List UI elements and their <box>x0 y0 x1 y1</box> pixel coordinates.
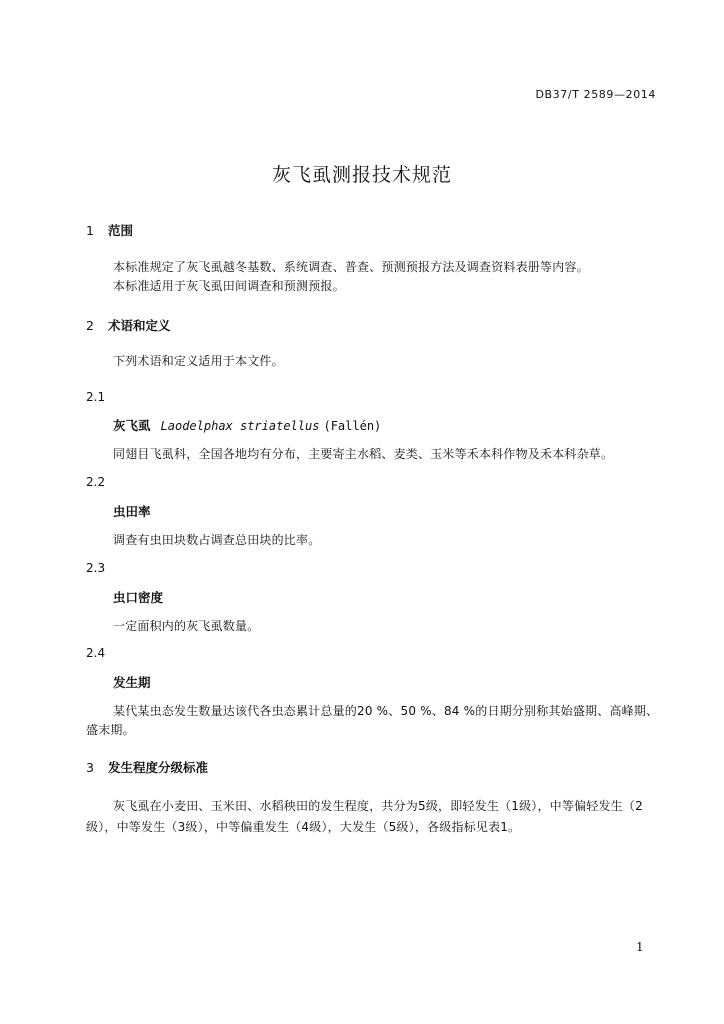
scope-paragraph-1: 本标准规定了灰飞虱越冬基数、系统调查、普查、预测预报方法及调查资料表册等内容。 <box>113 260 589 274</box>
section-1-heading <box>86 221 133 239</box>
definition-2-1: 同翅目飞虱科，全国各地均有分布，主要寄主水稻、麦类、玉米等禾本科作物及禾本科杂草。 <box>113 447 614 461</box>
definition-2-4-line-1: 某代某虫态发生数量达该代各虫态累计总量的20 %、50 %、84 %的日期分别称其始盛期、高峰期、 <box>113 704 659 718</box>
grading-paragraph-line-2: 级），中等发生（3级），中等偏重发生（4级），大发生（5级），各级指标见表1。 <box>86 820 521 834</box>
terms-intro: 下列术语和定义适用于本文件。 <box>113 354 284 368</box>
section-3-heading <box>86 758 208 776</box>
subsection-2-3-number: 2.3 <box>86 561 106 575</box>
standard-number: DB37/T 2589—2014 <box>535 88 656 101</box>
document-title: 灰飞虱测报技术规范 <box>271 164 452 186</box>
page-number: 1 <box>636 940 644 954</box>
scope-paragraph-2: 本标准适用于灰飞虱田间调查和预测预报。 <box>113 279 345 293</box>
subsection-2-4-number: 2.4 <box>86 646 106 660</box>
definition-2-3: 一定面积内的灰飞虱数量。 <box>113 619 260 633</box>
grading-paragraph-line-1: 灰飞虱在小麦田、玉米田、水稻秧田的发生程度，共分为5级，即轻发生（1级），中等偏轻发生（2 <box>113 799 643 813</box>
subsection-2-2-number: 2.2 <box>86 475 106 489</box>
section-2-heading <box>86 316 171 334</box>
author-name: (Fallén) <box>323 419 382 433</box>
section-number: 2 <box>86 318 94 333</box>
section-title: 术语和定义 <box>108 318 171 333</box>
section-title: 发生程度分级标准 <box>108 760 209 775</box>
section-number: 3 <box>86 760 94 775</box>
definition-2-4-line-2: 盛末期。 <box>86 723 135 737</box>
section-title: 范围 <box>108 223 134 238</box>
term-name: 灰飞虱 <box>113 418 151 433</box>
term-2-2: 虫田率 <box>113 504 151 519</box>
definition-2-2: 调查有虫田块数占调查总田块的比率。 <box>113 533 321 547</box>
term-2-3: 虫口密度 <box>113 590 164 605</box>
term-2-1 <box>113 416 381 434</box>
term-2-4: 发生期 <box>113 675 151 690</box>
latin-name: Laodelphax striatellus <box>160 419 320 433</box>
subsection-2-1-number: 2.1 <box>86 390 106 404</box>
section-number: 1 <box>86 223 94 238</box>
